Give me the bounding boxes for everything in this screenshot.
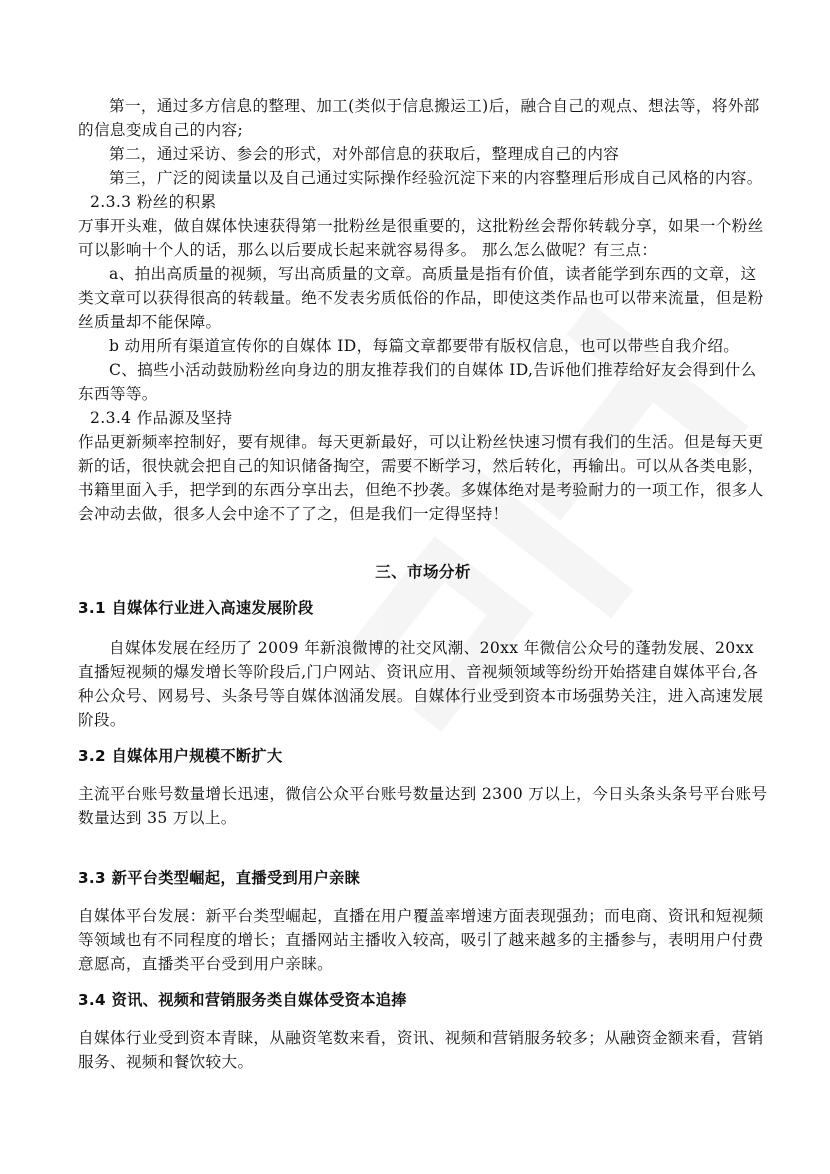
heading-3-1: 3.1 自媒体行业进入高速发展阶段 xyxy=(78,599,314,617)
paragraph-3-3: 自媒体平台发展：新平台类型崛起，直播在用户覆盖率增速方面表现强劲；而电商、资讯和短视频等领域也有不同程度的增长；直播网站主播收入较高，吸引了越来越多的主播参与，表明用户付费意愿高，直播类平台受到用户亲睐。 xyxy=(78,907,764,973)
paragraph-fans-c: C、搞些小活动鼓励粉丝向身边的朋友推荐我们的自媒体 ID,告诉他们推荐给好友会得到什么东西等等。 xyxy=(78,361,757,403)
heading-3-3: 3.3 新平台类型崛起，直播受到用户亲睐 xyxy=(78,869,361,887)
paragraph-fans-intro: 万事开头难，做自媒体快速获得第一批粉丝是很重要的，这批粉丝会帮你转载分享，如果一个粉丝可以影响十个人的话，那么以后要成长起来就容易得多。 那么怎么做呢？有三点： xyxy=(78,217,764,259)
paragraph-second: 第二，通过采访、参会的形式，对外部信息的获取后，整理成自己的内容 xyxy=(109,145,620,163)
heading-3-4: 3.4 资讯、视频和营销服务类自媒体受资本追捧 xyxy=(78,991,407,1009)
heading-3-2: 3.2 自媒体用户规模不断扩大 xyxy=(78,747,283,765)
paragraph-3-4: 自媒体行业受到资本青睐，从融资笔数来看，资讯、视频和营销服务较多；从融资金额来看，营销服务、视频和餐饮较大。 xyxy=(78,1029,764,1071)
paragraph-fans-b: b 动用所有渠道宣传你的自媒体 ID，每篇文章都要带有版权信息，也可以带些自我介绍。 xyxy=(109,337,740,355)
paragraph-persistence: 作品更新频率控制好，要有规律。每天更新最好，可以让粉丝快速习惯有我们的生活。但是每天更新的话，很快就会把自己的知识储备掏空，需要不断学习，然后转化，再输出。可以从各类电影，书籍里面入手，把学到的东西分享出去，但绝不抄袭。多媒体绝对是考验耐力的一项工作，很多人会冲动去做，很多人会中途不了了之，但是我们一定得坚持！ xyxy=(78,433,764,523)
heading-2-3-3: 2.3.3 粉丝的积累 xyxy=(90,193,217,211)
paragraph-fans-a: a、拍出高质量的视频，写出高质量的文章。高质量是指有价值，读者能学到东西的文章，这类文章可以获得很高的转载量。绝不发表劣质低俗的作品，即使这类作品也可以带来流量，但是粉丝质量却不能保障。 xyxy=(78,265,764,331)
paragraph-3-2: 主流平台账号数量增长迅速，微信公众平台账号数量达到 2300 万以上，今日头条头条号平台账号数量达到 35 万以上。 xyxy=(78,785,768,827)
paragraph-third: 第三，广泛的阅读量以及自己通过实际操作经验沉淀下来的内容整理后形成自己风格的内容。 xyxy=(109,169,763,187)
paragraph-3-1: 自媒体发展在经历了 2009 年新浪微博的社交风潮、20xx 年微信公众号的蓬勃发展、20xx 直播短视频的爆发增长等阶段后,门户网站、资讯应用、音视频领域等纷纷开始搭建自媒体平台,各种公众号、网易号、头条号等自媒体汹涌发展。自媒体行业受到资本市场强势关注，进入高速发展阶段。 xyxy=(78,639,764,729)
paragraph-first: 第一，通过多方信息的整理、加工(类似于信息搬运工)后，融合自己的观点、想法等，将外部的信息变成自己的内容; xyxy=(78,97,760,139)
section-title-market-analysis: 三、市场分析 xyxy=(375,562,471,581)
document-body xyxy=(78,94,768,1074)
heading-2-3-4: 2.3.4 作品源及坚持 xyxy=(90,409,233,427)
